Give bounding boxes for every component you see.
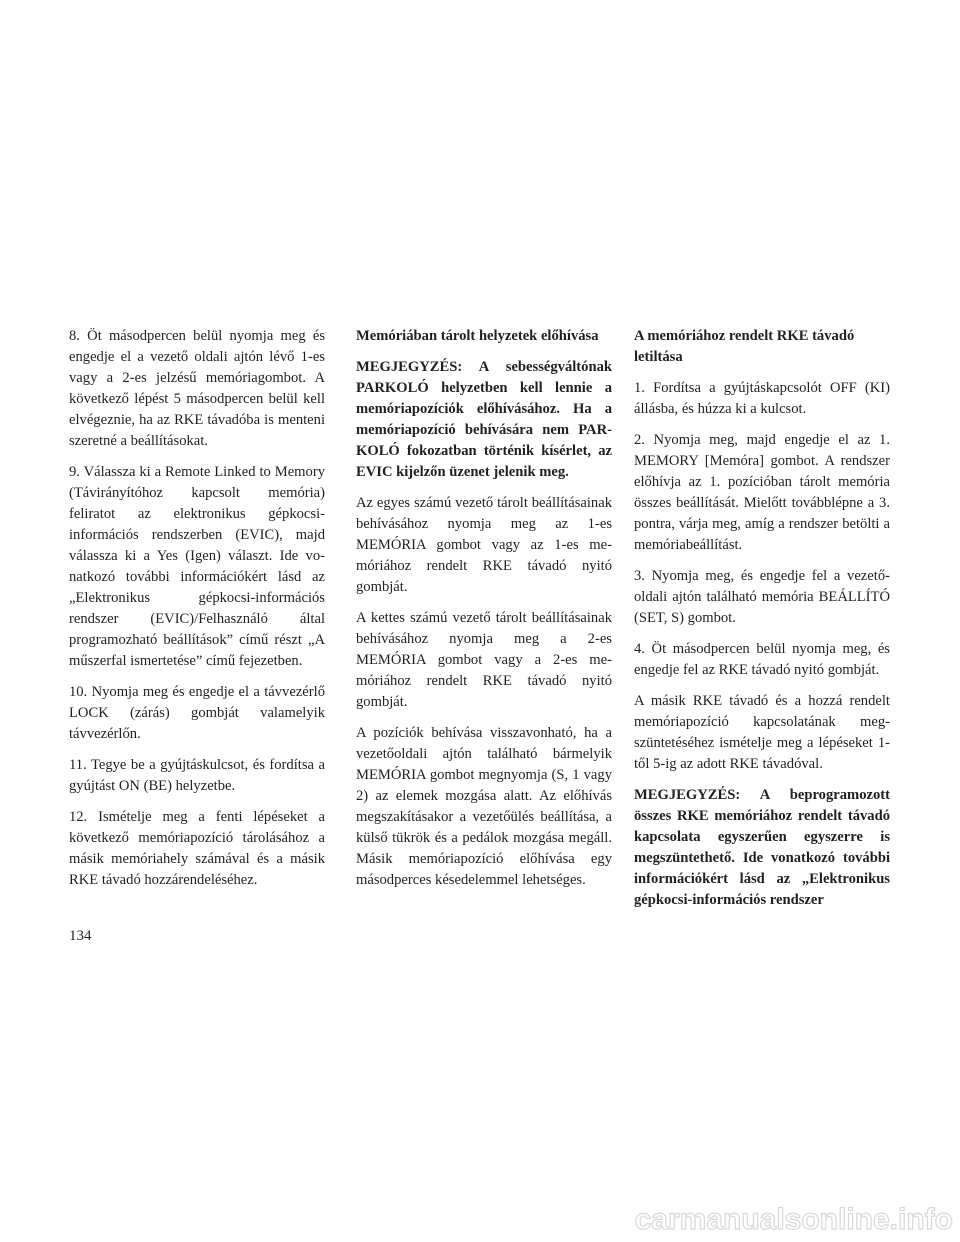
paragraph-driver-1: Az egyes számú vezető tárolt beállításainak behívásához nyomja meg az 1-es MEMÓRIA gombot vagy az 1-es memóriához rendelt RKE távadó nyitó gombját. (356, 495, 612, 595)
step-1: 1. Fordítsa a gyújtáskapcsolót OFF (KI) állásba, és húzza ki a kulcsot. (634, 380, 890, 417)
column-left (69, 326, 325, 901)
note-unlink-all: MEGJEGYZÉS: A beprogramozott összes RKE memóriához rendelt távadó kapcsolata egyszerűen egyszerre is megszüntethető. Ide vonatkozó további információkért lásd az „Elektronikus gépkocsi-információs rendszer (634, 787, 890, 908)
paragraph-other-rke: A másik RKE távadó és a hozzá rendelt memóriapozíció kapcsolatának megszüntetéséhez ismételje meg a lépéseket 1-től 5-ig az adott RKE távadóval. (634, 693, 890, 772)
step-12: 12. Ismételje meg a fenti lépéseket a következő memóriapozíció tárolásához a másik memóriahely számával és a másik RKE távadó hozzárendeléséhez. (69, 809, 325, 888)
step-8: 8. Öt másodpercen belül nyomja meg és engedje el a vezető oldali ajtón lévő 1-es vagy a 2-es jelzésű memóriagombot. A következő lépést 5 másodpercen belül kell elvégeznie, ha az RKE távadóba is menteni szeretné a beállításokat. (69, 328, 325, 449)
step-11: 11. Tegye be a gyújtáskulcsot, és fordítsa a gyújtást ON (BE) helyzetbe. (69, 757, 325, 794)
section-heading-recall: Memóriában tárolt helyzetek előhívása (356, 328, 599, 344)
paragraph-driver-2: A kettes számú vezető tárolt beállításainak behívásához nyomja meg a 2-es MEMÓRIA gombot vagy a 2-es memóriához rendelt RKE távadó nyitó gombját. (356, 610, 612, 710)
step-2: 2. Nyomja meg, majd engedje el az 1. MEMORY [Memóra] gombot. A rendszer előhívja az 1. pozícióban tárolt memória összes beállítását. Mielőtt továbblépne a 3. pontra, várja meg, amíg a rendszer betölti a memóriabeállítást. (634, 432, 890, 553)
note-park: MEGJEGYZÉS: A sebességváltónak PARKOLÓ helyzetben kell lennie a memóriapozíciók előhívásához. Ha a memóriapozíció behívására nem PARKOLÓ fokozatban történik kísérlet, az EVIC kijelzőn üzenet jelenik meg. (356, 359, 612, 480)
step-3: 3. Nyomja meg, és engedje fel a vezetőoldali ajtón található memória BEÁLLÍTÓ (SET, S) gombot. (634, 568, 890, 626)
page-number: 134 (69, 928, 92, 944)
paragraph-cancel-recall: A pozíciók behívása visszavonható, ha a vezetőoldali ajtón található bármelyik MEMÓRIA gombot megnyomja (S, 1 vagy 2) az elemek mozgása alatt. Az előhívás megszakításakor a vezetőülés beállítása, a külső tükrök és a pedálok mozgása megáll. Másik memóriapozíció előhívása egy másodperces késedelemmel lehetséges. (356, 725, 612, 888)
step-9: 9. Válassza ki a Remote Linked to Memory (Távirányítóhoz kapcsolt memória) feliratot az elektronikus gépkocsi-információs rendszerben (EVIC), majd válassza ki a Yes (Igen) választ. Ide vonatkozó további információkért lásd az „Elektronikus gépkocsi-információs rendszer (EVIC)/Felhasználó által programozható beállítások” című részt „A műszerfal ismertetése” című fejezetben. (69, 464, 325, 669)
column-middle (356, 326, 612, 901)
watermark-logo (524, 1202, 954, 1236)
column-right (634, 326, 890, 921)
section-heading-disable-rke: A memóriához rendelt RKE távadó letiltása (634, 328, 855, 365)
watermark-text: carmanualsonline.info (634, 1203, 953, 1236)
step-10: 10. Nyomja meg és engedje el a távvezérlő LOCK (zárás) gombját valamelyik távvezérlőn. (69, 684, 325, 742)
step-4: 4. Öt másodpercen belül nyomja meg, és engedje fel az RKE távadó nyitó gombját. (634, 641, 890, 678)
